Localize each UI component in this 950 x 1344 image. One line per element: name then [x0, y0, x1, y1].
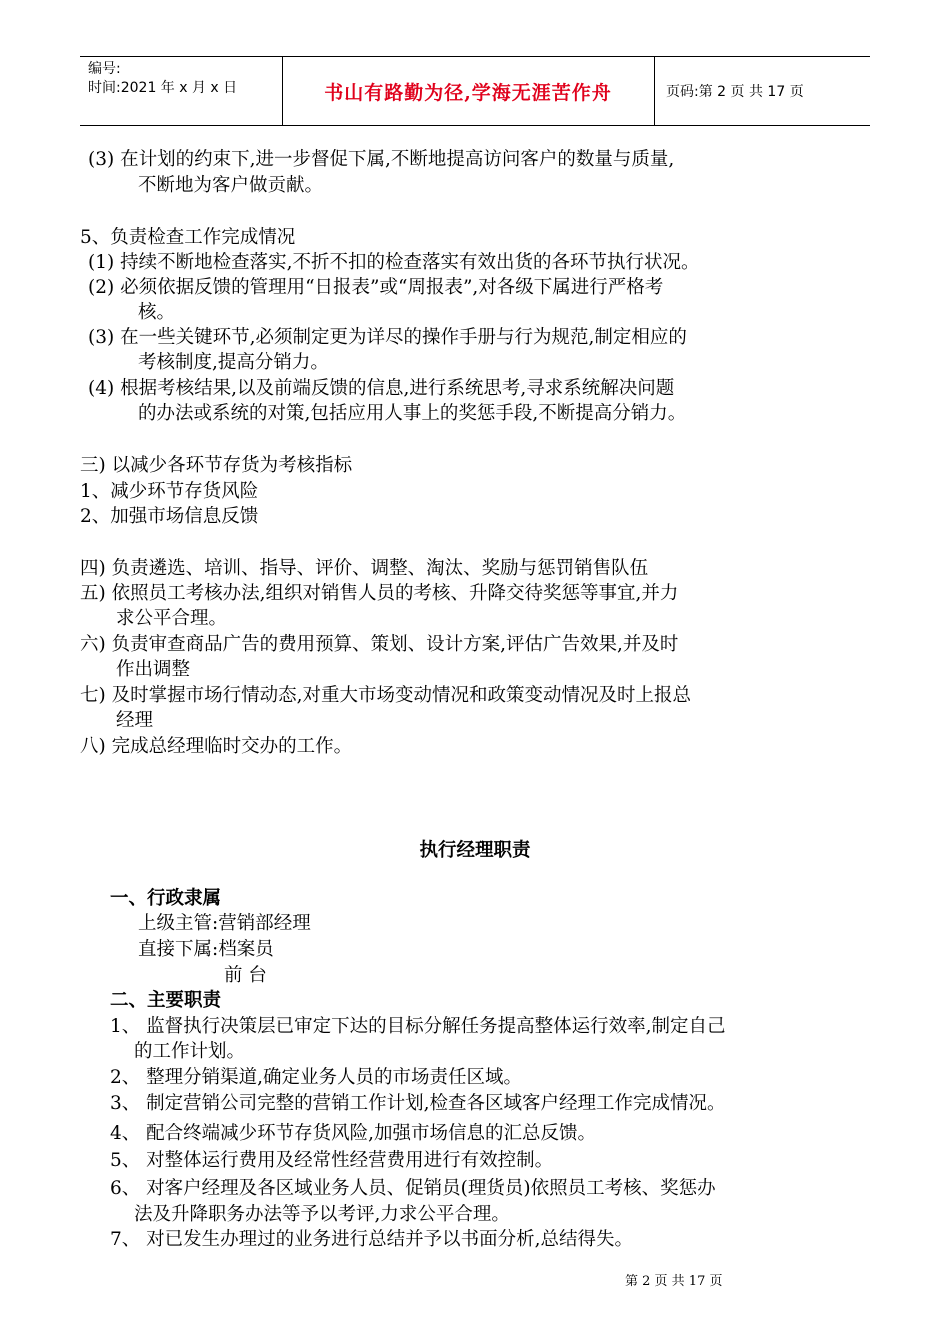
body-line: 六) 负责审查商品广告的费用预算、策划、设计方案,评估广告效果,并及时: [80, 634, 679, 655]
body-line: 2、加强市场信息反馈: [80, 506, 259, 527]
body-line: 不断地为客户做贡献。: [138, 175, 324, 196]
body-line: (1) 持续不断地检查落实,不折不扣的检查落实有效出货的各环节执行状况。: [88, 252, 700, 273]
body-line: 五) 依照员工考核办法,组织对销售人员的考核、升降交待奖惩等事宜,并力: [80, 583, 679, 604]
body-line: 核。: [138, 302, 176, 323]
duty-item: 3、 制定营销公司完整的营销工作计划,检查各区域客户经理工作完成情况。: [110, 1093, 726, 1114]
section-heading: 一、行政隶属: [110, 888, 222, 909]
superior-line: 上级主管:营销部经理: [138, 913, 311, 934]
header-meta: [80, 57, 280, 125]
subordinate-line: 直接下属:档案员: [138, 939, 274, 960]
section-title: 执行经理职责: [419, 840, 531, 861]
header-motto: 书山有路勤为径,学海无涯苦作舟: [324, 81, 612, 104]
body-line: 四) 负责遴选、培训、指导、评价、调整、淘汰、奖励与惩罚销售队伍: [80, 558, 649, 579]
duty-item: 法及升降职务办法等予以考评,力求公平合理。: [134, 1204, 510, 1225]
body-line: 的办法或系统的对策,包括应用人事上的奖惩手段,不断提高分销力。: [138, 403, 687, 424]
body-line: (3) 在一些关键环节,必须制定更为详尽的操作手册与行为规范,制定相应的: [88, 327, 687, 348]
duty-item: 6、 对客户经理及各区域业务人员、促销员(理货员)依照员工考核、奖惩办: [110, 1178, 716, 1199]
body-line: 5、负责检查工作完成情况: [80, 227, 296, 248]
duty-item: 4、 配合终端减少环节存货风险,加强市场信息的汇总反馈。: [110, 1123, 597, 1144]
body-line: (3) 在计划的约束下,进一步督促下属,不断地提高访问客户的数量与质量,: [88, 149, 675, 170]
header-divider: [654, 57, 655, 125]
header-page-info: 页码:第 2 页 共 17 页: [666, 84, 804, 100]
duty-item: 的工作计划。: [134, 1041, 246, 1062]
body-line: 八) 完成总经理临时交办的工作。: [80, 736, 353, 757]
duty-item: 7、 对已发生办理过的业务进行总结并予以书面分析,总结得失。: [110, 1229, 634, 1250]
body-line: 七) 及时掌握市场行情动态,对重大市场变动情况和政策变动情况及时上报总: [80, 685, 691, 706]
duty-item: 2、 整理分销渠道,确定业务人员的市场责任区域。: [110, 1067, 523, 1088]
page-footer: 第 2 页 共 17 页: [625, 1274, 723, 1289]
header-table: [80, 56, 870, 126]
body-line: 经理: [116, 710, 154, 731]
document-time-label: 时间:2021 年 x 月 x 日: [88, 80, 238, 96]
body-line: 1、减少环节存货风险: [80, 481, 259, 502]
body-line: 考核制度,提高分销力。: [138, 352, 329, 373]
front-desk-line: 前 台: [224, 965, 267, 986]
duty-item: 5、 对整体运行费用及经常性经营费用进行有效控制。: [110, 1150, 554, 1171]
document-number-label: 编号:: [88, 61, 121, 77]
body-line: (4) 根据考核结果,以及前端反馈的信息,进行系统思考,寻求系统解决问题: [88, 378, 675, 399]
duty-item: 1、 监督执行决策层已审定下达的目标分解任务提高整体运行效率,制定自己: [110, 1016, 726, 1037]
section-heading: 二、主要职责: [110, 990, 222, 1011]
body-line: (2) 必须依据反馈的管理用“日报表”或“周报表”,对各级下属进行严格考: [88, 277, 664, 298]
body-line: 三) 以减少各环节存货为考核指标: [80, 455, 353, 476]
body-line: 求公平合理。: [116, 608, 228, 629]
body-line: 作出调整: [116, 659, 191, 680]
